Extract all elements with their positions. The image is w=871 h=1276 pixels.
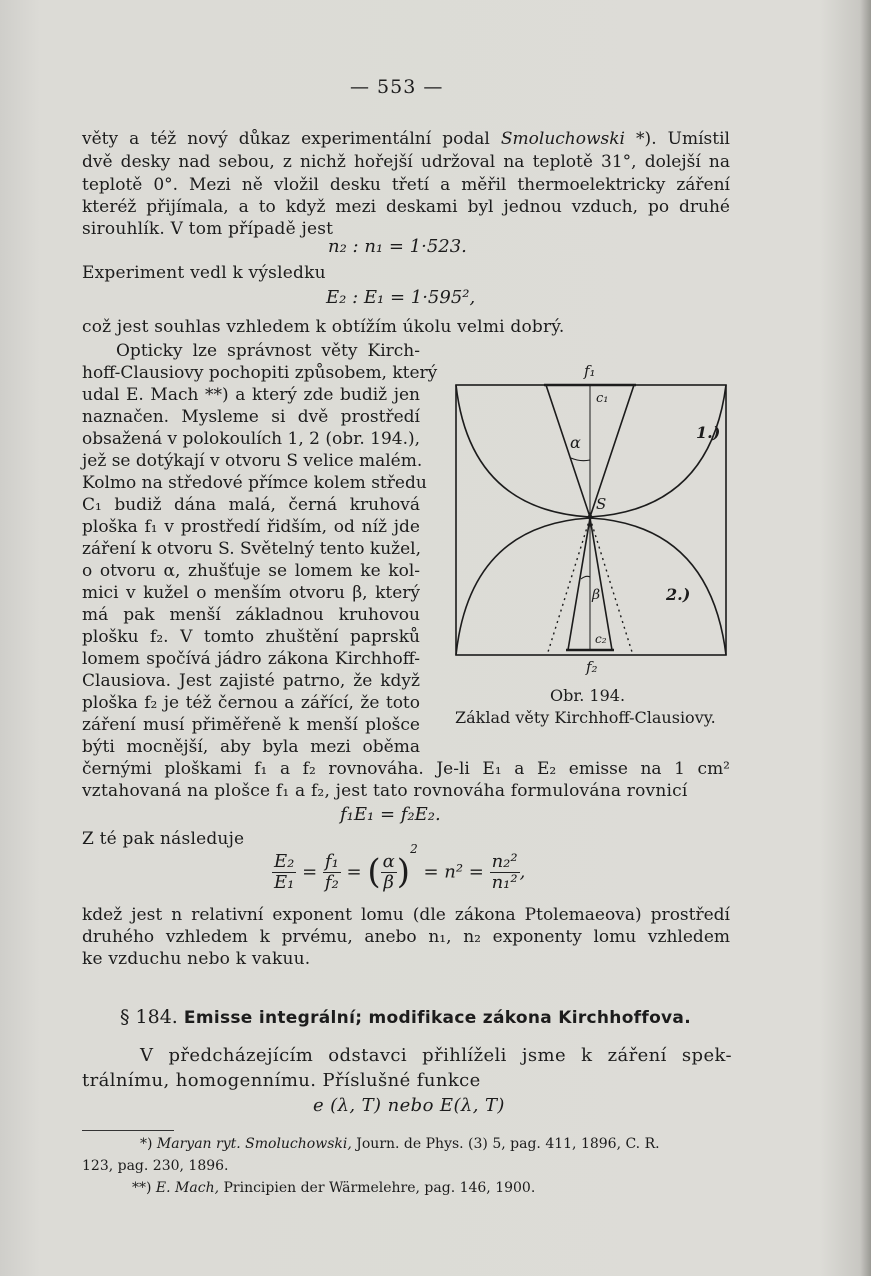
para2-line: Kolmo na středové přímce kolem středu [82, 473, 427, 493]
equation-E-ratio: E₂ : E₁ = 1·595², [326, 287, 476, 308]
section-title: Emisse integrální; modifikace zákona Kirchhoffova. [183, 1008, 691, 1028]
para2-line: naznačen. Mysleme si dvě prostředí [82, 407, 420, 427]
label-beta: β [592, 587, 601, 603]
frac-f: $\frac{\text{f₁}}{\text{f₂}}$ [324, 850, 339, 893]
para2-line: udal E. Mach **) a který zde budiž jen [82, 385, 420, 405]
experiment-line: Experiment vedl k výsledku [82, 263, 326, 283]
label-c2: c₂ [595, 632, 607, 646]
para2-line: lomem spočívá jádro zákona Kirchhoff- [82, 649, 420, 669]
para2-line: plošku f₂. V tomto zhuštění paprsků [82, 627, 420, 647]
follows-line: Z té pak následuje [82, 829, 245, 849]
para3-line1: kdež jest n relativní exponent lomu (dle zákona Ptolemaeova) prostředí [82, 905, 730, 925]
footnote-1: *) Maryan ryt. Smoluchowski, Journ. de Phys. (3) 5, pag. 411, 1896, C. R. [140, 1136, 660, 1152]
footnote-2: **) E. Mach, Principien der Wärmelehre, pag. 146, 1900. [132, 1180, 536, 1196]
hemisphere-1 [456, 385, 726, 517]
para1-line3: teplotě 0°. Mezi ně vložil desku třetí a měřil thermoelektricky záření [82, 175, 730, 195]
lower-cone-left-edge [568, 518, 590, 650]
page-number: — 553 — [350, 76, 444, 98]
para2-line: ploška f₁ v prostředí řidším, od níž jde [82, 517, 420, 537]
para2-line: býti mocnější, aby byla mezi oběma [82, 737, 420, 757]
frac-n: $\frac{\text{n₂²}}{\text{n₁²}}$ [491, 850, 518, 893]
para2-line: jež se dotýkají v otvoru S velice malém. [82, 451, 423, 471]
para2-line: C₁ budiž dána malá, černá kruhová [82, 495, 420, 515]
agreement-line: což jest souhlas vzhledem k obtížím úkolu velmi dobrý. [82, 317, 565, 337]
para2-line: záření musí přiměřeně k menší plošce [82, 715, 420, 735]
para2-full-line2: vztahovaná na plošce f₁ a f₂, jest tato rovnováha formulována rovnicí [82, 781, 688, 801]
label-c1: c₁ [596, 391, 609, 406]
label-f1: f₁ [584, 362, 596, 380]
para3-line3: ke vzduchu nebo k vakuu. [82, 949, 311, 969]
para4-line3: e (λ, T) nebo E(λ, T) [313, 1095, 505, 1116]
footnote-1-cont: 123, pag. 230, 1896. [82, 1158, 229, 1174]
equation-ratio: $\frac{\text{E₂}}{\text{E₁}}$ = $\frac{\text{f₁}}{\text{f₂}}$ = ( $\frac{\alpha}{\beta}$ )$^2$ = n² = $\frac{\text{n₂²}}{\text{n₁²}}$ , [274, 842, 526, 893]
footnote-rule [82, 1130, 174, 1131]
para2-line: hoff-Clausiovy pochopiti způsobem, který [82, 363, 438, 383]
para2-line: o otvoru α, zhušťuje se lomem ke kol- [82, 561, 420, 581]
label-region-1: 1.) [696, 423, 721, 442]
para2-line: Clausiova. Jest zajisté patrno, že když [82, 671, 420, 691]
section-number: § 184. [120, 1006, 178, 1028]
section-heading [120, 1006, 691, 1028]
figure-caption-text: Základ věty Kirchhoff-Clausiovy. [455, 708, 716, 727]
para1-line2: dvě desky nad sebou, z nichž hořejší udržoval na teplotě 31°, dolejší na [82, 152, 730, 172]
para4-line1: V předcházejícím odstavci přihlíželi jsme k záření spek- [140, 1045, 732, 1066]
lower-cone-right-edge [590, 518, 612, 650]
label-region-2: 2.) [666, 585, 691, 604]
para1-line4: kteréž přijímala, a to když mezi deskami byl jednou vzduch, po druhé [82, 197, 730, 217]
aperture-S [588, 515, 593, 520]
para2-full-line1: černými ploškami f₁ a f₂ rovnováha. Je-li E₁ a E₂ emisse na 1 cm² [82, 759, 730, 779]
para2-line: mici v kužel o menším otvoru β, který [82, 583, 420, 603]
para2-line: obsažená v polokoulích 1, 2 (obr. 194.), [82, 429, 421, 449]
label-f2: f₂ [586, 658, 598, 676]
para1-line1: věty a též nový důkaz experimentální podal Smoluchowski *). Umístil [82, 129, 730, 149]
upper-cone-left-edge [546, 385, 590, 517]
para4-line2: trálnímu, homogennímu. Příslušné funkce [82, 1070, 481, 1091]
label-S: S [596, 495, 607, 513]
frac-alpha-beta: $\frac{\alpha}{\beta}$ [382, 850, 395, 893]
beta-arc [581, 576, 590, 579]
para2-line: má pak menší základnou kruhovou [82, 605, 420, 625]
para3-line2: druhého vzhledem k prvému, anebo n₁, n₂ exponenty lomu vzhledem [82, 927, 730, 947]
figure-194 [440, 360, 740, 680]
figure-caption-number: Obr. 194. [550, 686, 626, 705]
para2-line: ploška f₂ je též černou a zářící, že toto [82, 693, 420, 713]
label-alpha: α [570, 433, 581, 452]
frac-E: $\frac{\text{E₂}}{\text{E₁}}$ [274, 850, 295, 893]
equation-n-ratio: n₂ : n₁ = 1·523. [328, 236, 467, 257]
para2-line: Opticky lze správnost věty Kirch- [116, 341, 420, 361]
dotted-ray-left [548, 518, 590, 652]
equation-fE: f₁E₁ = f₂E₂. [340, 804, 441, 825]
para2-line: záření k otvoru S. Světelný tento kužel, [82, 539, 422, 559]
para1-line5: sirouhlík. V tom případě jest [82, 219, 334, 239]
alpha-arc [571, 458, 590, 461]
